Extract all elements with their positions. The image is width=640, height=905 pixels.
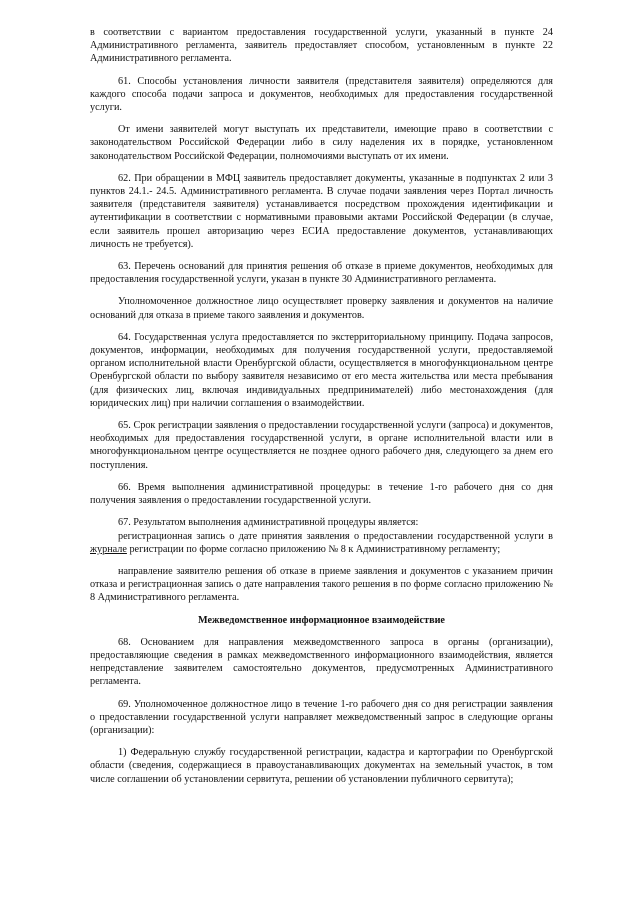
paragraph-67-refusal: направление заявителю решения об отказе в приеме заявления и документов с указанием причин отказа и регистрационная запись о дате направления такого решения в по форме согласно приложению № 8 Административного регламента.	[90, 565, 553, 604]
paragraph-63: 63. Перечень оснований для принятия решения об отказе в приеме документов, необходимых для предоставления государственной услуги, указан в пункте 30 Административного регламента.	[90, 261, 553, 286]
paragraph-65: 65. Срок регистрации заявления о предоставлении государственной услуги (запроса) и документов, необходимых для предоставления государственной услуги, в органе исполнительной власти или в многофункциональном центре осуществляется не позднее одного рабочего дня, следующего за днем его поступления.	[90, 420, 553, 471]
paragraph-66: 66. Время выполнения административной процедуры: в течение 1-го рабочего дня со дня получения заявления о предоставлении государственной услуги.	[90, 481, 553, 507]
paragraph-64: 64. Государственная услуга предоставляется по экстерриториальному принципу. Подача запросов, документов, информации, необходимых для получения государственной услуги, предоставляемой органом исполнительной власти Оренбургской области, осуществляется в многофункциональном центре Оренбургской области по выбору заявителя независимо от его места жительства или места пребывания (для физических лиц, включая индивидуальных предпринимателей) либо местонахождения (для юридических лиц) при наличии соглашения о взаимодействии.	[90, 331, 553, 409]
paragraph-63-check: Уполномоченное должностное лицо осуществляет проверку заявления и документов на наличие оснований для отказа в приеме такого заявления и документов.	[90, 296, 553, 321]
section-heading: Межведомственное информационное взаимодействие	[198, 614, 445, 626]
paragraph-69-item-1: 1) Федеральную службу государственной регистрации, кадастра и картографии по Оренбургской области (сведения, содержащиеся в правоустанавливающих документах на земельный участок, в том числе соглашении об установлении сервитута, решении об установлении публичного сервитута);	[90, 747, 553, 785]
p67a-post: регистрации по форме согласно приложению № 8 к Административному регламенту;	[126, 543, 501, 555]
paragraph-67: 67. Результатом выполнения административной процедуры является:	[118, 517, 419, 529]
paragraph-69: 69. Уполномоченное должностное лицо в течение 1-го рабочего дня со дня регистрации заявления о предоставлении государственной услуги направляет межведомственный запрос в следующие органы (организации):	[90, 698, 553, 736]
journal-underlined: журнале	[90, 543, 127, 555]
paragraph-62: 62. При обращении в МФЦ заявитель предоставляет документы, указанные в подпунктах 2 или 3 пунктов 24.1.- 24.5. Административного регламента. В случае подачи заявления через Портал личность заявителя (представителя заявителя) устанавливается посредством прохождения идентификации и аутентификации в соответствии с нормативными правовыми актами Российской Федерации (в случае, если заявитель прошел авторизацию через ЕСИА предоставление документов, устанавливающих личность не требуется).	[90, 172, 553, 250]
p67a-pre: регистрационная запись о дате принятия заявления о предоставлении государственной услуги в	[118, 530, 553, 542]
paragraph-67-registration-record	[90, 530, 553, 556]
document-page	[90, 26, 553, 786]
paragraph-61-representatives: От имени заявителей могут выступать их представители, имеющие право в соответствии с законодательством Российской Федерации либо в силу наделения их в порядке, установленном законодательством Российской Федерации, полномочиями выступать от их имени.	[90, 124, 553, 162]
paragraph-61: 61. Способы установления личности заявителя (представителя заявителя) определяются для каждого способа подачи запроса и документов, необходимых для предоставления государственной услуги.	[90, 75, 553, 114]
paragraph-continuation: в соответствии с вариантом предоставления государственной услуги, указанный в пункте 24 Административного регламента, заявитель предоставляет способом, установленным в пункте 22 Административного регламента.	[90, 27, 553, 65]
paragraph-68: 68. Основанием для направления межведомственного запроса в органы (организации), предоставляющие сведения в рамках межведомственного информационного взаимодействия, является непредставление заявителем самостоятельно документов, предусмотренных Административного регламента.	[90, 636, 553, 688]
